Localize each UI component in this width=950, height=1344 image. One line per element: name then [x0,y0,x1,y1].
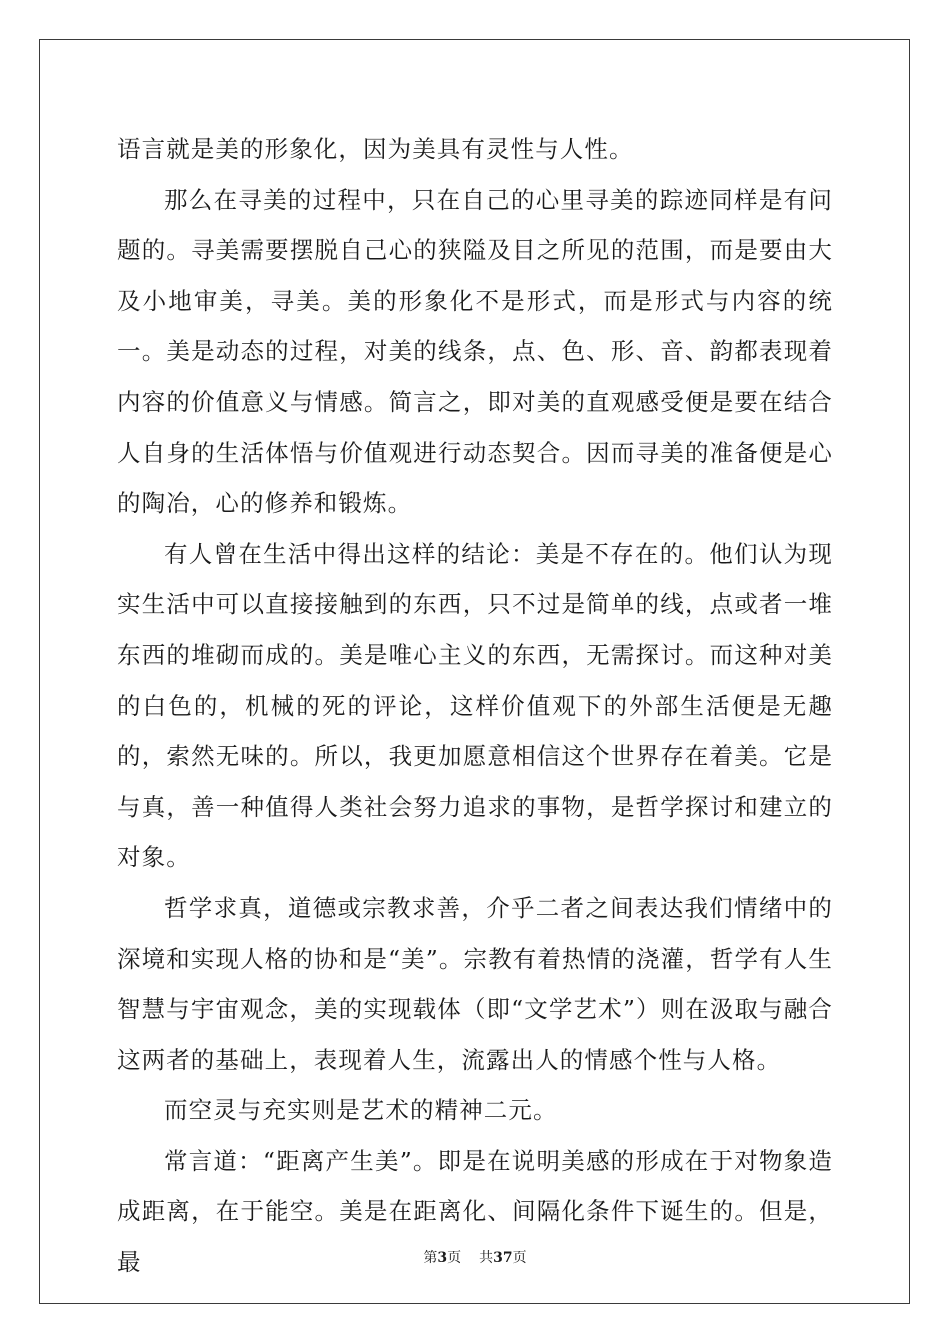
page-number: 3 [437,1250,448,1266]
page-footer [0,1247,950,1267]
total-prefix: 共 [479,1250,494,1266]
paragraph-5: 而空灵与充实则是艺术的精神二元。 [164,1096,558,1125]
paragraph-2: 那么在寻美的过程中，只在自己的心里寻美的踪迹同样是有问题的。寻美需要摆脱自己心的狭隘及目之所见的范围，而是要由大及小地审美，寻美。美的形象化不是形式，而是形式与内容的统一。美是动态的过程，对美的线条，点、色、形、音、韵都表现着内容的价值意义与情感。简言之，即对美的直观感受便是要在结合人自身的生活体悟与价值观进行动态契合。因而寻美的准备便是心的陶冶，心的修养和锻炼。 [117,185,833,518]
page-prefix: 第 [423,1250,438,1266]
paragraph-6: 常言道：“距离产生美”。即是在说明美感的形成在于对物象造成距离，在于能空。美是在距离化、间隔化条件下诞生的。但是，最 [117,1146,833,1277]
total-suffix: 页 [512,1250,527,1266]
paragraph-4: 哲学求真，道德或宗教求善，介乎二者之间表达我们情绪中的深境和实现人格的协和是“美”。宗教有着热情的浇灌，哲学有人生智慧与宇宙观念，美的实现载体（即“文学艺术”）则在汲取与融合这两者的基础上，表现着人生，流露出人的情感个性与人格。 [117,893,833,1074]
document-body [117,124,833,1288]
paragraph-3: 有人曾在生活中得出这样的结论：美是不存在的。他们认为现实生活中可以直接接触到的东西，只不过是简单的线，点或者一堆东西的堆砌而成的。美是唯心主义的东西，无需探讨。而这种对美的白色的，机械的死的评论，这样价值观下的外部生活便是无趣的，索然无味的。所以，我更加愿意相信这个世界存在着美。它是与真，善一种值得人类社会努力追求的事物，是哲学探讨和建立的对象。 [117,539,833,872]
paragraph-1: 语言就是美的形象化，因为美具有灵性与人性。 [117,135,634,163]
page-suffix: 页 [447,1250,462,1266]
total-pages: 37 [493,1250,513,1266]
